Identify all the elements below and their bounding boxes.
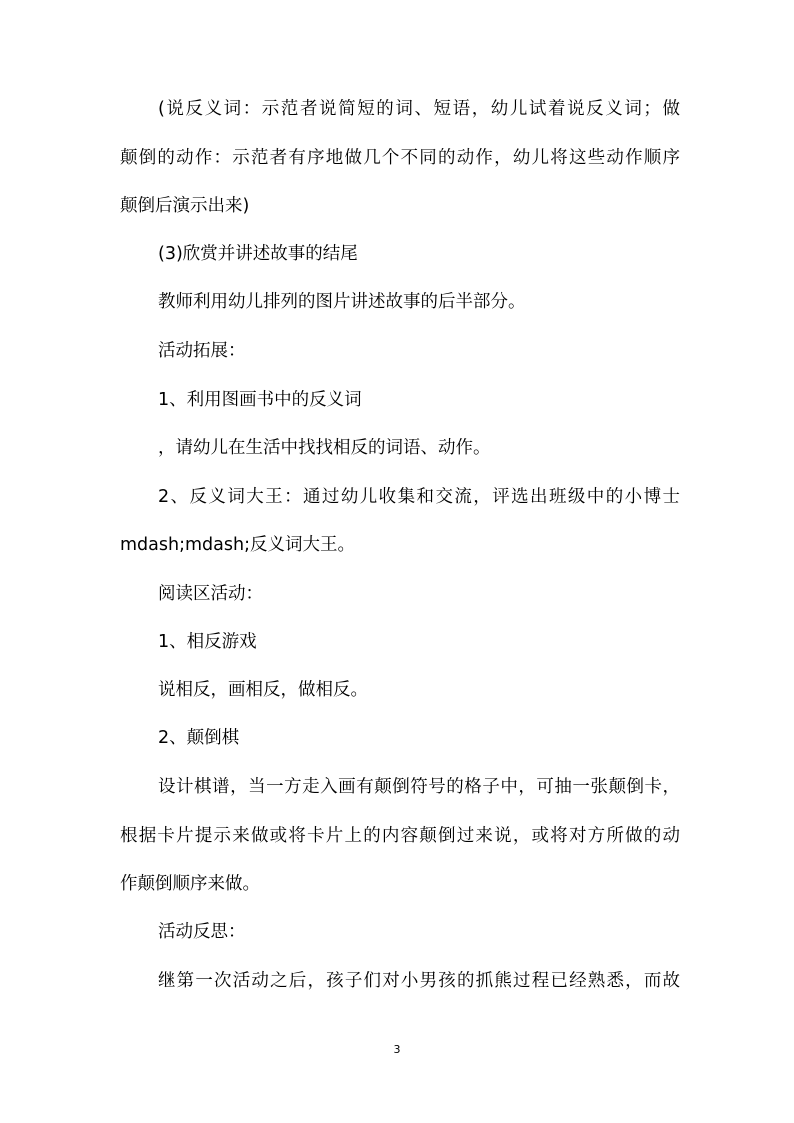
- paragraph-line: mdash;mdash;反义词大王。: [120, 535, 355, 555]
- paragraph-line: 根据卡片提示来做或将卡片上的内容颠倒过来说，或将对方所做的动: [120, 826, 680, 846]
- paragraph-line: 颠倒的动作：示范者有序地做几个不同的动作，幼儿将这些动作顺序: [120, 148, 680, 168]
- list-item: 2、反义词大王：通过幼儿收集和交流，评选出班级中的小博士: [158, 487, 680, 507]
- section-heading: (3)欣赏并讲述故事的结尾: [158, 244, 358, 264]
- page-number: 3: [393, 1043, 401, 1056]
- section-heading: 阅读区活动：: [158, 584, 263, 604]
- paragraph-line: 作颠倒顺序来做。: [120, 874, 260, 894]
- paragraph-line: ，请幼儿在生活中找找相反的词语、动作。: [158, 438, 491, 458]
- paragraph-line: (说反义词：示范者说简短的词、短语，幼儿试着说反义词；做: [158, 99, 680, 119]
- list-item: 1、相反游戏: [158, 632, 257, 652]
- list-item: 2、颠倒棋: [158, 728, 240, 748]
- paragraph-line: 说相反，画相反，做相反。: [158, 680, 368, 700]
- paragraph-line: 继第一次活动之后，孩子们对小男孩的抓熊过程已经熟悉，而故: [158, 971, 680, 991]
- section-heading: 活动反思：: [158, 922, 246, 942]
- paragraph-line: 颠倒后演示出来): [120, 196, 250, 216]
- list-item: 1、利用图画书中的反义词: [158, 390, 362, 410]
- paragraph-line: 设计棋谱，当一方走入画有颠倒符号的格子中，可抽一张颠倒卡，: [158, 777, 680, 797]
- paragraph-line: 教师利用幼儿排列的图片讲述故事的后半部分。: [158, 292, 526, 312]
- section-heading: 活动拓展：: [158, 341, 246, 361]
